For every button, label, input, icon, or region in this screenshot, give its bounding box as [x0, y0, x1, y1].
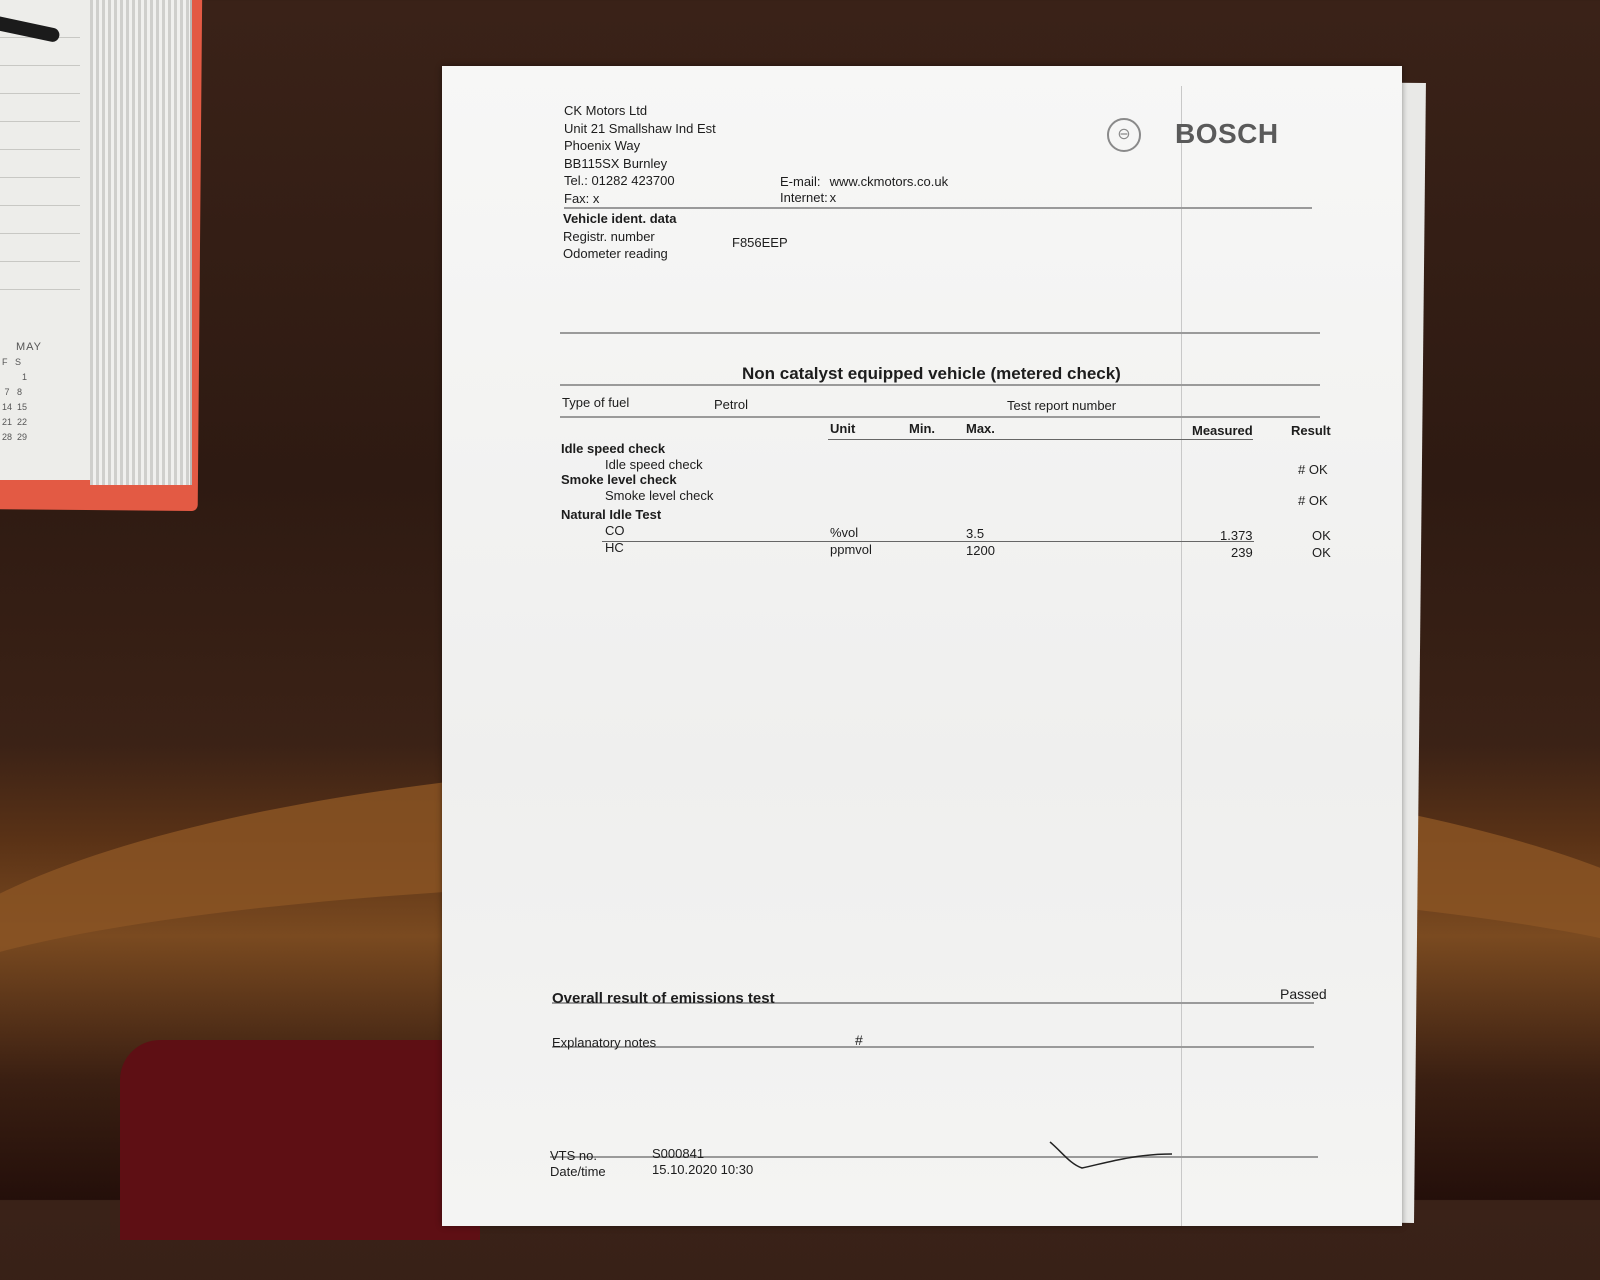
internet-value: x	[829, 190, 837, 205]
notes-value: #	[855, 1032, 863, 1048]
diary-page-edges	[90, 0, 192, 485]
diary-month: MAY	[16, 341, 43, 353]
paper-fold-line	[1181, 86, 1182, 1226]
row-hc-name: HC	[605, 540, 624, 555]
vts-value: S000841	[652, 1146, 705, 1161]
datetime-label: Date/time	[550, 1164, 606, 1179]
test-title: Non catalyst equipped vehicle (metered check)	[742, 364, 1121, 383]
reg-value: F856EEP	[732, 235, 788, 250]
divider	[564, 207, 1312, 209]
diary-row: 1	[2, 372, 28, 382]
col-unit: Unit	[830, 421, 856, 436]
vehicle-section-title: Vehicle ident. data	[563, 211, 677, 226]
idle-item: Idle speed check	[605, 457, 703, 472]
idle-group: Idle speed check	[561, 441, 666, 456]
row-co-result: OK	[1312, 528, 1331, 543]
datetime-value: 15.10.2020 10:30	[652, 1162, 754, 1177]
company-fax: Fax: x	[564, 190, 600, 206]
col-min: Min.	[909, 421, 935, 436]
col-measured: Measured	[1192, 423, 1253, 438]
company-name: CK Motors Ltd	[564, 103, 648, 118]
email-label: E-mail:	[780, 174, 821, 189]
row-co-max: 3.5	[966, 526, 985, 541]
diary-row: 7 8	[2, 387, 23, 397]
row-co-unit: %vol	[830, 525, 859, 540]
header-underline	[828, 439, 1253, 440]
diary-calendar	[2, 340, 62, 445]
col-result: Result	[1291, 423, 1331, 438]
notes-label: Explanatory notes	[552, 1035, 657, 1050]
row-co-measured: 1.373	[1220, 528, 1253, 543]
divider	[560, 332, 1320, 334]
idle-result: # OK	[1298, 462, 1328, 477]
row-hc-unit: ppmvol	[830, 542, 872, 557]
smoke-result: # OK	[1298, 493, 1328, 508]
diary-row: 21 22	[2, 417, 28, 427]
company-tel: Tel.: 01282 423700	[564, 173, 675, 188]
col-max: Max.	[966, 421, 995, 436]
fuel-label: Type of fuel	[562, 395, 630, 410]
row-hc-max: 1200	[966, 543, 995, 558]
odometer-label: Odometer reading	[563, 246, 668, 261]
address-line: Unit 21 Smallshaw Ind Est	[564, 120, 716, 136]
internet-label: Internet:	[780, 190, 828, 205]
vts-label: VTS no.	[550, 1148, 597, 1163]
report-number-label: Test report number	[1007, 398, 1117, 413]
overall-result-value: Passed	[1280, 986, 1327, 1002]
row-hc-measured: 239	[1231, 545, 1253, 560]
smoke-group: Smoke level check	[561, 472, 677, 487]
signature	[1042, 1134, 1202, 1174]
address-line: Phoenix Way	[564, 138, 641, 153]
row-co-name: CO	[605, 523, 625, 538]
diary-row: 28 29	[2, 432, 28, 442]
diary-lines	[0, 10, 80, 310]
email-value: www.ckmotors.co.uk	[829, 174, 949, 189]
row-separator	[602, 541, 1254, 542]
fuel-value: Petrol	[714, 397, 748, 412]
bosch-armature-icon: ⊖	[1107, 118, 1141, 152]
address-line: BB115SX Burnley	[564, 155, 668, 171]
company-address	[564, 102, 716, 207]
overall-result-label: Overall result of emissions test	[552, 990, 775, 1007]
divider	[552, 1046, 1314, 1048]
reg-label: Registr. number	[563, 229, 655, 244]
diary-row: 14 15	[2, 402, 28, 412]
smoke-item: Smoke level check	[605, 488, 714, 503]
emissions-report	[442, 66, 1402, 1226]
row-hc-result: OK	[1312, 545, 1331, 560]
bosch-wordmark: BOSCH	[1175, 118, 1279, 149]
natural-group: Natural Idle Test	[561, 507, 662, 522]
divider	[560, 384, 1320, 386]
company-contact	[780, 174, 948, 206]
diary-days-header: F S	[2, 357, 22, 367]
divider	[560, 416, 1320, 418]
red-cloth	[120, 1040, 480, 1240]
